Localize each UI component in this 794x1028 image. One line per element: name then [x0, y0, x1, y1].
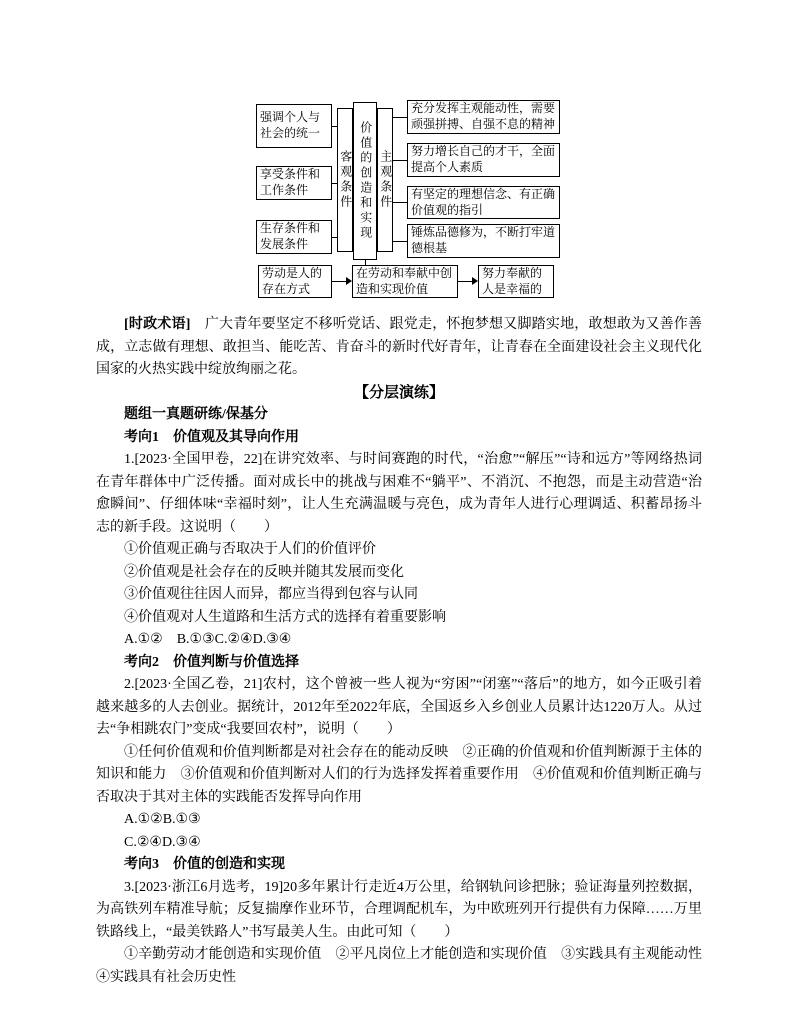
arrow-right-icon [472, 277, 478, 285]
question-2-stem: 2.[2023·全国乙卷，21]农村，这个曾被一些人视为“穷困”“闭塞”“落后”的地方，如今正吸引着越来越多的人去创业。据统计，2012年至2022年底，全国返乡入乡创业人员累计达1220万人。从过去“争相跳农门”变成“我要回农村”，说明（ ） [96, 677, 702, 737]
current-politics-text: 广大青年要坚定不移听党话、跟党走，怀抱梦想又脚踏实地，敢想敢为又善作善成，立志做有理想、敢担当、能吃苦、肯奋斗的新时代好青年，让青春在全面建设社会主义现代化国家的火热实践中绽放绚丽之花。 [96, 317, 703, 377]
diagram-box-unity: 强调个人与社会的统一 [256, 104, 332, 148]
diagram-box-grow-talent: 努力增长自己的才干，全面提高个人素质 [407, 143, 560, 177]
focus-1-heading: 考向1 价值观及其导向作用 [124, 429, 299, 445]
document-text [96, 314, 716, 989]
connector-line [393, 160, 407, 161]
connector-line [393, 202, 407, 203]
connector-line [458, 281, 473, 282]
diagram-box-create-in-labor: 在劳动和奉献中创造和实现价值 [352, 265, 458, 298]
question-1-answer-choices: A.①② B.①③C.②④D.③④ [124, 632, 292, 647]
focus-3-heading: 考向3 价值的创造和实现 [124, 857, 285, 872]
connector-line [332, 281, 347, 282]
diagram-box-enjoy-work-conditions: 享受条件和工作条件 [256, 166, 332, 200]
diagram-box-devotion-happiness: 努力奉献的人是幸福的 [478, 265, 554, 298]
objective-conditions-strip: 客观条件 [337, 108, 353, 252]
connector-line [393, 241, 407, 242]
value-creation-realization-strip: 价值的创造和实现 [353, 102, 377, 260]
question-3-options: ①辛勤劳动才能创造和实现价值 ②平凡岗位上才能创造和实现价值 ③实践具有主观能动性 ④实践具有社会历史性 [96, 947, 716, 985]
section-title-layered-practice: 【分层演练】 [353, 384, 444, 401]
diagram-box-moral-cultivation: 锤炼品德修为，不断打牢道德根基 [407, 224, 560, 258]
question-1-option-1: ①价值观正确与否取决于人们的价值评价 [124, 542, 376, 557]
diagram-box-labor-existence: 劳动是人的存在方式 [258, 265, 332, 298]
arrow-right-icon [346, 277, 352, 285]
diagram-box-ideal-belief: 有坚定的理想信念、有正确价值观的指引 [407, 186, 560, 219]
question-2-options: ①任何价值观和价值判断都是对社会存在的能动反映 ②正确的价值观和价值判断源于主体的知识和能力 ③价值观和价值判断对人们的行为选择发挥着重要作用 ④价值观和价值判断正确与否取决于其对主体的实践能否发挥导向作用 [96, 744, 702, 805]
question-1-stem: 1.[2023·全国甲卷，22]在讲究效率、与时间赛跑的时代，“治愈”“解压”“诗和远方”等网络热词在青年群体中广泛传播。面对成长中的挑战与困难不“躺平”、不消沉、不抱怨，而是主动营造“治愈瞬间”、仔细体味“幸福时刻”，让人生充满温暖与亮色，成为青年人进行心理调适、积蓄昂扬斗志的新手段。这说明（ ） [96, 452, 702, 535]
concept-map [0, 100, 794, 305]
connector-line [393, 117, 407, 118]
question-2-answer-choices-2: C.②④D.③④ [124, 834, 201, 850]
question-3-stem: 3.[2023·浙江6月选考，19]20多年累计行走近4万公里，给钢轨问诊把脉；验证海量列控数据，为高铁列车精准导航；反复揣摩作业环节，合理调配机车，为中欧班列开行提供有力保障……万里铁路线上，“最美铁路人”书写最美人生。由此可知（ ） [96, 879, 702, 940]
subjective-conditions-strip: 主观条件 [377, 108, 393, 252]
diagram-box-survival-development-conditions: 生存条件和发展条件 [256, 220, 332, 254]
question-1-option-2: ②价值观是社会存在的反映并随其发展而变化 [124, 564, 404, 580]
group-title: 题组一真题研练/保基分 [124, 407, 268, 422]
question-1-option-4: ④价值观对人生道路和生活方式的选择有着重要影响 [124, 609, 446, 625]
focus-2-heading: 考向2 价值判断与价值选择 [124, 654, 299, 670]
diagram-box-subjective-initiative: 充分发挥主观能动性，需要顽强拼搏、自强不息的精神 [407, 100, 560, 134]
paragraph-current-politics [96, 314, 702, 382]
question-2-answer-choices-1: A.①②B.①③ [124, 812, 201, 827]
question-1-option-3: ③价值观往往因人而异，都应当得到包容与认同 [124, 587, 418, 602]
current-politics-tag: [时政术语] [124, 317, 191, 332]
